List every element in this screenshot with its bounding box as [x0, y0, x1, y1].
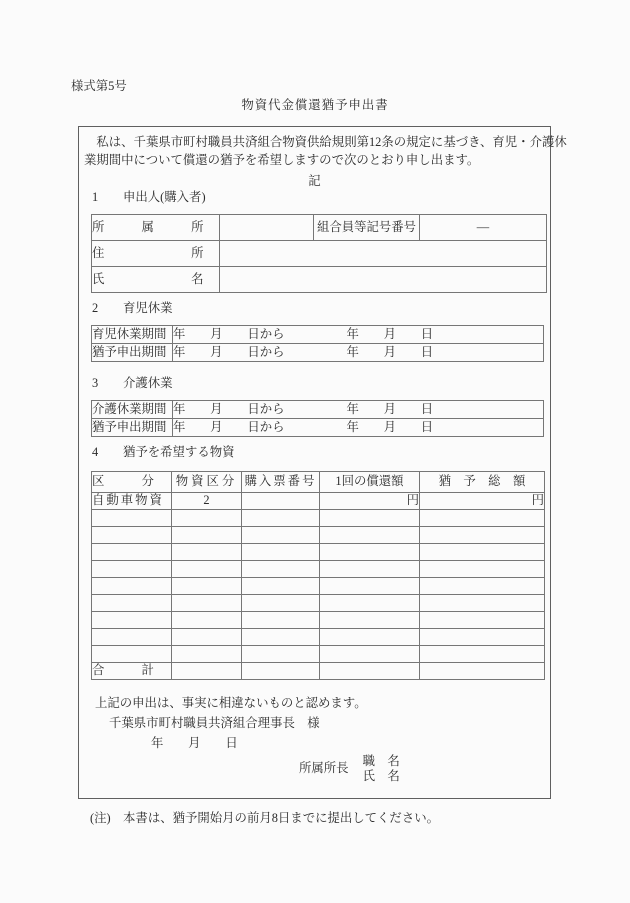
- nursing-deferment-row: [92, 419, 544, 437]
- goods-empty-row: [92, 612, 545, 629]
- section-goods-heading: 4 猶予を希望する物資: [92, 445, 235, 459]
- goods-table: [91, 471, 545, 680]
- applicant-table: [91, 214, 547, 293]
- goods-empty-cell[interactable]: [242, 561, 320, 578]
- goods-empty-cell[interactable]: [420, 561, 545, 578]
- goods-empty-cell[interactable]: [172, 629, 242, 646]
- member-number-input[interactable]: ―: [420, 215, 547, 241]
- address-row: [92, 241, 547, 267]
- goods-total-amount-cell[interactable]: [420, 663, 545, 680]
- goods-empty-cell[interactable]: [242, 646, 320, 663]
- childcare-period-input[interactable]: 年 月 日から 年 月 日: [173, 326, 544, 344]
- goods-empty-row: [92, 595, 545, 612]
- goods-total-division-cell[interactable]: [172, 663, 242, 680]
- member-number-label: 組合員等記号番号: [314, 215, 420, 241]
- nursing-period-row: [92, 401, 544, 419]
- address-input[interactable]: [220, 241, 547, 267]
- goods-header-division: 物資区分: [172, 472, 242, 493]
- goods-header-row: [92, 472, 545, 493]
- nursing-deferment-input[interactable]: 年 月 日から 年 月 日: [173, 419, 544, 437]
- signer-name-field[interactable]: 氏 名: [362, 769, 400, 783]
- goods-empty-row: [92, 510, 545, 527]
- childcare-deferment-input[interactable]: 年 月 日から 年 月 日: [173, 344, 544, 362]
- goods-empty-cell[interactable]: [92, 646, 172, 663]
- nursing-table: [91, 400, 544, 437]
- goods-empty-row: [92, 646, 545, 663]
- section-applicant-heading: 1 申出人(購入者): [92, 190, 206, 204]
- goods-empty-cell[interactable]: [242, 544, 320, 561]
- goods-empty-row: [92, 561, 545, 578]
- goods-empty-cell[interactable]: [172, 578, 242, 595]
- childcare-deferment-label: 猶予申出期間: [92, 344, 173, 362]
- goods-header-repayment: 1回の償還額: [320, 472, 420, 493]
- goods-empty-cell[interactable]: [172, 595, 242, 612]
- goods-empty-cell[interactable]: [320, 510, 420, 527]
- goods-total-label: 合 計: [92, 663, 172, 680]
- goods-empty-cell[interactable]: [92, 527, 172, 544]
- goods-empty-cell[interactable]: [92, 544, 172, 561]
- ki-label: 記: [308, 174, 321, 188]
- goods-empty-cell[interactable]: [242, 595, 320, 612]
- goods-total-repayment-cell[interactable]: [320, 663, 420, 680]
- goods-empty-cell[interactable]: [92, 629, 172, 646]
- affiliation-row: [92, 215, 547, 241]
- goods-empty-cell[interactable]: [320, 629, 420, 646]
- goods-empty-cell[interactable]: [172, 646, 242, 663]
- signer-block: [299, 754, 400, 784]
- intro-line-1: 私は、千葉県市町村職員共済組合物資供給規則第12条の規定に基づき、育児・介護休: [84, 135, 567, 149]
- affiliation-label: 所 属 所: [92, 215, 220, 241]
- section-nursing-heading: 3 介護休業: [92, 376, 173, 390]
- goods-empty-cell[interactable]: [242, 629, 320, 646]
- address-label: 住 所: [92, 241, 220, 267]
- goods-empty-cell[interactable]: [420, 527, 545, 544]
- goods-empty-cell[interactable]: [420, 646, 545, 663]
- goods-empty-cell[interactable]: [420, 595, 545, 612]
- goods-empty-cell[interactable]: [92, 612, 172, 629]
- name-row: [92, 267, 547, 293]
- goods-empty-cell[interactable]: [92, 595, 172, 612]
- goods-empty-cell[interactable]: [420, 612, 545, 629]
- goods-empty-cell[interactable]: [320, 595, 420, 612]
- goods-empty-cell[interactable]: [420, 629, 545, 646]
- goods-empty-cell[interactable]: [420, 510, 545, 527]
- name-input[interactable]: [220, 267, 547, 293]
- closing-date-field[interactable]: 年 月 日: [151, 736, 238, 750]
- goods-empty-row: [92, 527, 545, 544]
- goods-repayment-input[interactable]: 円: [320, 493, 420, 510]
- goods-empty-rows: [92, 510, 545, 663]
- goods-row-automobile: [92, 493, 545, 510]
- goods-empty-cell[interactable]: [242, 578, 320, 595]
- goods-ticket-input[interactable]: [242, 493, 320, 510]
- goods-header-category: 区 分: [92, 472, 172, 493]
- goods-empty-cell[interactable]: [320, 527, 420, 544]
- goods-empty-row: [92, 578, 545, 595]
- affiliation-input[interactable]: [220, 215, 314, 241]
- intro-line-2: 業期間中について償還の猶予を希望しますので次のとおり申し出ます。: [84, 152, 480, 167]
- nursing-period-label: 介護休業期間: [92, 401, 173, 419]
- goods-empty-cell[interactable]: [92, 578, 172, 595]
- main-form-box: [78, 126, 567, 799]
- nursing-deferment-label: 猶予申出期間: [92, 419, 173, 437]
- goods-empty-cell[interactable]: [420, 578, 545, 595]
- goods-empty-cell[interactable]: [172, 612, 242, 629]
- goods-empty-cell[interactable]: [320, 561, 420, 578]
- goods-empty-cell[interactable]: [172, 510, 242, 527]
- goods-total-row: [92, 663, 545, 680]
- form-number: 様式第5号: [71, 79, 127, 93]
- signer-job-title-field[interactable]: 職 名: [362, 754, 400, 768]
- childcare-table: [91, 325, 544, 362]
- goods-header-total: 猶 予 総 額: [420, 472, 545, 493]
- addressee-line: 千葉県市町村職員共済組合理事長 様: [109, 716, 320, 730]
- childcare-deferment-row: [92, 344, 544, 362]
- childcare-period-label: 育児休業期間: [92, 326, 173, 344]
- footer-note: (注) 本書は、猶予開始月の前月8日までに提出してください。: [90, 811, 439, 825]
- goods-total-input[interactable]: 円: [420, 493, 545, 510]
- goods-empty-cell[interactable]: [420, 544, 545, 561]
- goods-empty-cell[interactable]: [320, 544, 420, 561]
- name-label: 氏 名: [92, 267, 220, 293]
- goods-total-ticket-cell[interactable]: [242, 663, 320, 680]
- goods-empty-cell[interactable]: [242, 510, 320, 527]
- childcare-period-row: [92, 326, 544, 344]
- intro-paragraph: [84, 134, 567, 169]
- goods-division-value: 2: [172, 493, 242, 510]
- page-title: 物資代金償還猶予申出書: [241, 98, 389, 112]
- goods-empty-cell[interactable]: [242, 612, 320, 629]
- goods-empty-cell[interactable]: [92, 561, 172, 578]
- signer-label: 所属所長: [299, 761, 349, 776]
- goods-empty-cell[interactable]: [320, 646, 420, 663]
- confirmation-statement: 上記の申出は、事実に相違ないものと認めます。: [95, 696, 367, 710]
- goods-empty-cell[interactable]: [320, 578, 420, 595]
- goods-category-value: 自動車物資: [92, 493, 172, 510]
- nursing-period-input[interactable]: 年 月 日から 年 月 日: [173, 401, 544, 419]
- signer-lines: [363, 754, 400, 784]
- goods-empty-row: [92, 544, 545, 561]
- section-childcare-heading: 2 育児休業: [92, 301, 173, 315]
- goods-empty-cell[interactable]: [320, 612, 420, 629]
- goods-empty-cell[interactable]: [92, 510, 172, 527]
- goods-empty-cell[interactable]: [242, 527, 320, 544]
- goods-header-ticket-number: 購入票番号: [242, 472, 320, 493]
- goods-empty-cell[interactable]: [172, 561, 242, 578]
- goods-empty-cell[interactable]: [172, 527, 242, 544]
- goods-empty-cell[interactable]: [172, 544, 242, 561]
- goods-empty-row: [92, 629, 545, 646]
